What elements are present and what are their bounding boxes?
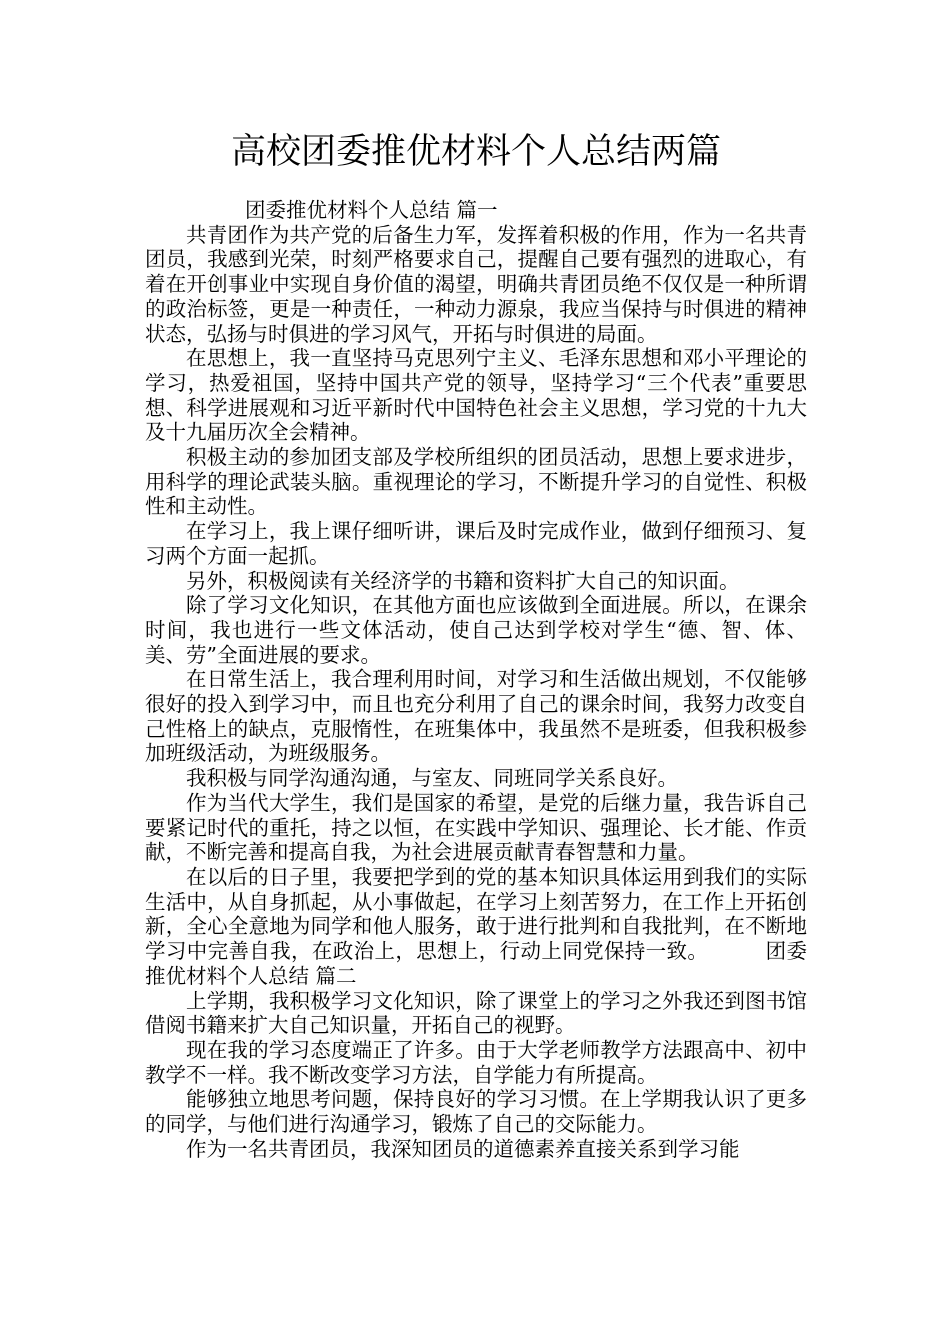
paragraph: 积极主动的参加团支部及学校所组织的团员活动，思想上要求进步，用科学的理论武装头脑。重视理论的学习，不断提升学习的自觉性、积极性和主动性。 [145, 445, 807, 519]
paragraph: 作为当代大学生，我们是国家的希望，是党的后继力量，我告诉自己要紧记时代的重托，持之以恒，在实践中学知识、强理论、长才能、作贡献，不断完善和提高自我，为社会进展贡献青春智慧和力量。 [145, 790, 807, 865]
paragraph: 共青团作为共产党的后备生力军，发挥着积极的作用，作为一名共青团员，我感到光荣，时刻严格要求自己，提醒自己要有强烈的进取心，有着在开创事业中实现自身价值的渴望，明确共青团员绝不仅仅是一种所谓的政治标签，更是一种责任，一种动力源泉，我应当保持与时俱进的精神状态，弘扬与时俱进的学习风气，开拓与时俱进的局面。 [145, 222, 807, 346]
paragraph: 我积极与同学沟通沟通，与室友、同班同学关系良好。 [186, 766, 678, 791]
paragraph: 能够独立地思考问题，保持良好的学习习惯。在上学期我认识了更多的同学，与他们进行沟通学习，锻炼了自己的交际能力。 [145, 1087, 807, 1137]
document-page [145, 128, 807, 1161]
paragraph: 在日常生活上，我合理利用时间，对学习和生活做出规划，不仅能够很好的投入到学习中，而且也充分利用了自己的课余时间，我努力改变自己性格上的缺点，克服惰性，在班集体中，我虽然不是班委，但我积极参加班级活动，为班级服务。 [145, 667, 807, 766]
document-title: 高校团委推优材料个人总结两篇 [230, 132, 721, 172]
paragraph-text: 在以后的日子里，我要把学到的党的基本知识具体运用到我们的实际生活中，从自身抓起，从小事做起，在学习上刻苦努力，在工作上开拓创新，全心全意地为同学和他人服务，敢于进行批判和自我批判，在不断地学习中完善自我，在政治上，思想上，行动上同党保持一致。 [145, 864, 807, 964]
paragraph: 上学期，我积极学习文化知识，除了课堂上的学习之外我还到图书馆借阅书籍来扩大自己知识量，开拓自己的视野。 [145, 988, 807, 1038]
paragraph: 在思想上，我一直坚持马克思列宁主义、毛泽东思想和邓小平理论的学习，热爱祖国，坚持中国共产党的领导，坚持学习“三个代表”重要思想、科学进展观和习近平新时代中国特色社会主义思想，学习党的十九大及十九届历次全会精神。 [145, 346, 807, 445]
section-heading-1: 团委推优材料个人总结 篇一 [245, 198, 498, 222]
paragraph: 除了学习文化知识，在其他方面也应该做到全面进展。所以，在课余时间，我也进行一些文体活动，使自己达到学校对学生“德、智、体、美、劳”全面进展的要求。 [145, 593, 807, 667]
paragraph: 现在我的学习态度端正了许多。由于大学老师教学方法跟高中、初中教学不一样。我不断改变学习方法，自学能力有所提高。 [145, 1037, 807, 1087]
document-body [145, 198, 807, 1161]
paragraph: 在学习上，我上课仔细听讲，课后及时完成作业，做到仔细预习、复习两个方面一起抓。 [145, 519, 807, 568]
paragraph-with-inline-heading [145, 865, 807, 989]
section-heading-2: 团委推优材料个人总结 篇二 [145, 939, 808, 988]
paragraph: 另外，积极阅读有关经济学的书籍和资料扩大自己的知识面。 [186, 568, 740, 593]
paragraph: 作为一名共青团员，我深知团员的道德素养直接关系到学习能 [186, 1136, 740, 1161]
